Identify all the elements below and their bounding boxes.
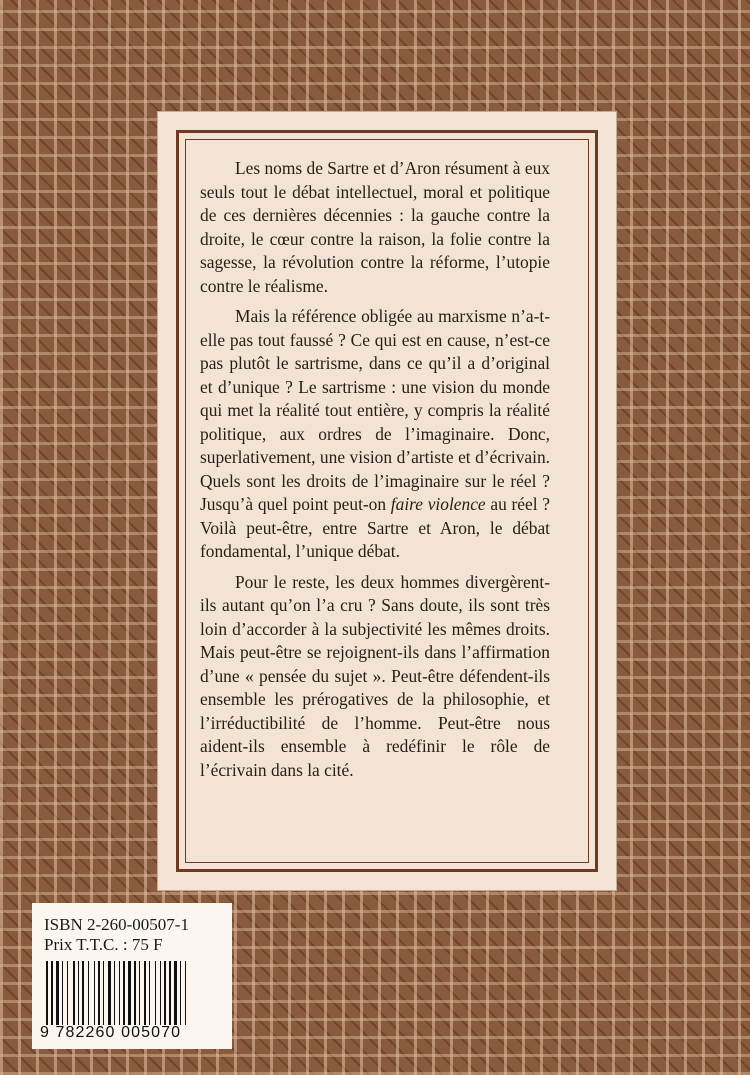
isbn-text: ISBN 2-260-00507-1 bbox=[44, 915, 189, 934]
barcode-bar bbox=[82, 961, 84, 1025]
barcode-bar bbox=[160, 961, 161, 1025]
blurb-emphasis: faire violence bbox=[390, 494, 486, 514]
barcode-bar bbox=[62, 961, 63, 1025]
blurb-paragraph-2-end: au réel ? Voilà peut-être, entre Sartre et Aron, le débat fondamental, l’unique débat. bbox=[200, 494, 550, 561]
blurb-paragraph-1: Les noms de Sartre et d’Aron résument à eux seuls tout le débat intellectuel, moral et politique de ces dernières décennies : la gauche contre la droite, le cœur contre la raison, la folie contre la sagesse, la révolution contre la réforme, l’utopie contre le réalisme. bbox=[200, 158, 550, 296]
barcode-bar bbox=[51, 961, 53, 1025]
barcode-bar bbox=[56, 961, 59, 1025]
barcode-bar bbox=[164, 961, 166, 1025]
barcode-bar bbox=[123, 961, 125, 1025]
barcode-bar bbox=[169, 961, 171, 1025]
barcode-bar bbox=[88, 961, 89, 1025]
barcode-bar bbox=[78, 961, 79, 1025]
barcode-bar bbox=[185, 961, 186, 1025]
isbn-label bbox=[32, 903, 232, 1049]
barcode-bar bbox=[98, 961, 100, 1025]
text-panel bbox=[158, 112, 616, 890]
blurb-paragraph-2 bbox=[200, 305, 550, 564]
barcode-bar bbox=[134, 961, 136, 1025]
price-text: Prix T.T.C. : 75 F bbox=[44, 935, 163, 954]
blurb-paragraph-3: Pour le reste, les deux hommes divergèrent-ils autant qu’on l’a cru ? Sans doute, ils sont très loin d’accorder à la subjectivité les mêmes droits. Mais peut-être se rejoignent-ils dans l’affirmation d’une « pensée du sujet ». Peut-être défendent-ils ensemble les prérogatives de la philosophie, et l’irréductibilité de l’homme. Peut-être nous aident-ils ensemble à redéfinir le rôle de l’écrivain dans la cité. bbox=[200, 571, 550, 780]
barcode-bar bbox=[139, 961, 140, 1025]
barcode-bar bbox=[73, 961, 75, 1025]
barcode bbox=[46, 961, 222, 1025]
barcode-bar bbox=[174, 961, 177, 1025]
barcode-bar bbox=[144, 961, 146, 1025]
barcode-bar bbox=[94, 961, 95, 1025]
barcode-bar bbox=[67, 961, 68, 1025]
barcode-bar bbox=[149, 961, 150, 1025]
barcode-bar bbox=[180, 961, 181, 1025]
barcode-bar bbox=[114, 961, 115, 1025]
barcode-bar bbox=[108, 961, 111, 1025]
barcode-bar bbox=[103, 961, 104, 1025]
barcode-bar bbox=[119, 961, 120, 1025]
barcode-number: 9 782260 005070 bbox=[40, 1024, 182, 1041]
barcode-bar bbox=[155, 961, 156, 1025]
barcode-bar bbox=[128, 961, 131, 1025]
blurb-text bbox=[200, 157, 550, 789]
barcode-bar bbox=[46, 961, 48, 1025]
blurb-paragraph-2-start: Mais la référence obligée au marxisme n’a-t-elle pas tout faussé ? Ce qui est en cause, n’est-ce pas plutôt le sartrisme, dans ce qu’il a d’original et d’unique ? Le sartrisme : une vision du monde qui met la réalité tout entière, y compris la réalité politique, aux ordres de l’imaginaire. Donc, superlativement, une vision d’artiste et d’écrivain. Quels sont les droits de l’imaginaire sur le réel ? Jusqu’à quel point peut-on bbox=[200, 306, 550, 514]
